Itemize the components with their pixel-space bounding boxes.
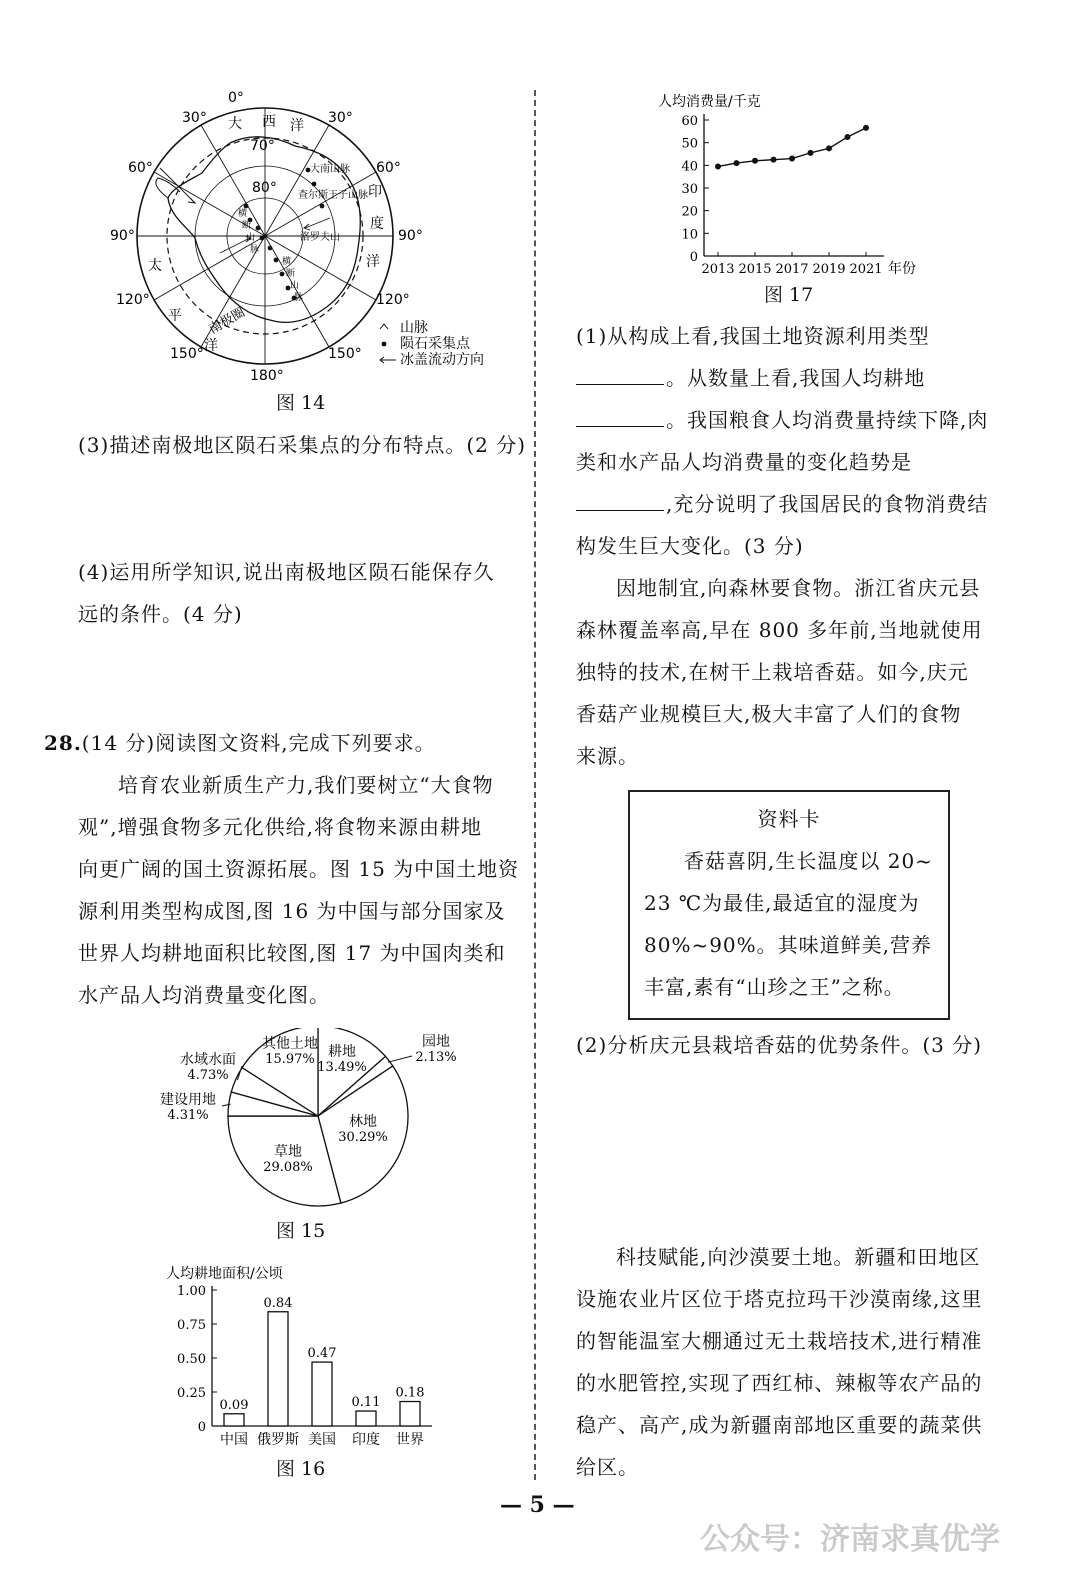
q28-paragraph (78, 764, 528, 1016)
antarctic-circle-label: 南极圈 (206, 304, 248, 338)
mountain-label: 山 (246, 233, 256, 243)
pie-label-园地: 园地 (422, 1034, 450, 1050)
bar-category-俄罗斯: 俄罗斯 (257, 1432, 299, 1448)
pie-value-水域水面: 4.73% (187, 1068, 229, 1083)
ocean-label: 大 (228, 116, 242, 132)
q1-line: 。我国粮食人均消费量持续下降,肉 (666, 408, 989, 432)
q1-line: ,充分说明了我国居民的食物消费结 (666, 492, 989, 516)
paragraph-forest (576, 567, 1016, 777)
ocean-label: 洋 (204, 338, 218, 354)
line-point-2014 (734, 160, 740, 166)
watermark: 公众号：济南求真优学 (700, 1522, 1000, 1557)
line-ytick-label: 30 (681, 182, 698, 197)
lon-label-30e: 30° (328, 110, 353, 126)
antarctica-map (100, 88, 520, 388)
line-point-2015 (752, 158, 758, 164)
para3-line: 稳产、高产,成为新疆南部地区重要的蔬菜供 (576, 1413, 983, 1437)
bar-美国 (312, 1362, 332, 1426)
place-label: 洛罗夫山 (300, 232, 340, 243)
card-title: 资料卡 (757, 807, 821, 831)
bar-中国 (224, 1414, 244, 1426)
pie-label-建设用地: 建设用地 (160, 1092, 216, 1108)
line-xtick-label: 2019 (812, 262, 846, 277)
ocean-label: 洋 (366, 254, 380, 270)
bar-ylabel: 人均耕地面积/公顷 (166, 1266, 283, 1282)
mountain-label: 山 (290, 281, 300, 291)
ocean-label: 西 (262, 114, 276, 130)
line-ytick-label: 0 (689, 250, 698, 265)
line-point-2016 (771, 157, 777, 163)
fig15-caption: 图 15 (276, 1220, 326, 1242)
mountain-label: 断 (286, 269, 296, 279)
column-divider (534, 90, 536, 1480)
line-point-2019 (826, 145, 832, 151)
pie-label-水域水面: 水域水面 (180, 1052, 236, 1068)
ocean-label: 太 (148, 258, 162, 274)
pie-label-林地: 林地 (349, 1114, 377, 1130)
line-ytick-label: 60 (681, 114, 698, 129)
para3-line: 设施农业片区位于塔克拉玛干沙漠南缘,这里 (576, 1287, 983, 1311)
lon-label-180: 180° (250, 368, 284, 384)
line-xtick-label: 2017 (775, 262, 809, 277)
para3-line: 的智能温室大棚通过无土栽培技术,进行精准 (576, 1329, 983, 1353)
line-chart (650, 86, 950, 278)
line-ytick-label: 10 (681, 227, 698, 243)
q28-para-line: 世界人均耕地面积比较图,图 17 为中国肉类和 (78, 941, 506, 965)
para2-line: 香菇产业规模巨大,极大丰富了人们的食物 (576, 702, 962, 726)
q28-para-line: 培育农业新质生产力,我们要树立“大食物 (118, 773, 494, 797)
pie-leader-line (388, 1056, 412, 1062)
figure-15-pie (150, 1028, 530, 1213)
para3-line: 的水肥管控,实现了西红柿、辣椒等农产品的 (576, 1371, 983, 1395)
bar-ytick-label: 0.50 (177, 1352, 206, 1367)
q1-line: (1)从构成上看,我国土地资源利用类型 (576, 324, 930, 348)
pie-label-草地: 草地 (274, 1144, 302, 1160)
info-card (628, 790, 950, 1020)
lon-label-150w: 150° (170, 346, 204, 362)
q28-number: 28. (44, 731, 82, 755)
ocean-label: 度 (370, 216, 384, 232)
ocean-label: 平 (168, 308, 182, 324)
bar-chart (160, 1262, 450, 1452)
bar-category-美国: 美国 (308, 1432, 336, 1448)
q27-part4-line1: (4)运用所学知识,说出南极地区陨石能保存久 (78, 560, 495, 584)
place-label: 查尔斯王子山脉 (298, 190, 368, 201)
card-line: 23 ℃为最佳,最适宜的湿度为 (644, 891, 920, 915)
q1-line: 。从数量上看,我国人均耕地 (666, 366, 926, 390)
line-ytick-label: 20 (681, 204, 698, 220)
bar-俄罗斯 (268, 1312, 288, 1426)
para2-line: 森林覆盖率高,早在 800 多年前,当地就使用 (576, 618, 983, 642)
pie-value-建设用地: 4.31% (167, 1108, 209, 1123)
lon-label-120e: 120° (376, 292, 410, 308)
q27-part3: (3)描述南极地区陨石采集点的分布特点。(2 分) (78, 433, 527, 457)
figure-14-map (100, 88, 520, 388)
pie-label-其他土地: 其他土地 (262, 1036, 318, 1052)
bar-ytick-label: 0.25 (177, 1386, 206, 1401)
pie-value-耕地: 13.49% (317, 1060, 367, 1075)
lon-label-0: 0° (228, 90, 244, 106)
lon-label-120w: 120° (116, 292, 150, 308)
line-xtick-label: 2013 (701, 262, 735, 277)
line-point-2013 (715, 163, 721, 169)
line-point-2017 (789, 156, 795, 162)
line-ylabel: 人均消费量/千克 (658, 94, 761, 110)
para3-line: 科技赋能,向沙漠要土地。新疆和田地区 (616, 1245, 981, 1269)
mountain-label: 横 (238, 209, 248, 219)
q28-heading (44, 722, 524, 764)
line-xlabel: 年份 (888, 261, 916, 277)
bar-value-印度: 0.11 (351, 1395, 381, 1411)
line-point-2020 (845, 134, 851, 140)
q28-para-line: 源利用类型构成图,图 16 为中国与部分国家及 (78, 899, 506, 923)
para2-line: 来源。 (576, 744, 639, 768)
q28-para-line: 观”,增强食物多元化供给,将食物来源由耕地 (78, 815, 482, 839)
bar-value-俄罗斯: 0.84 (263, 1295, 293, 1311)
para3-line: 给区。 (576, 1455, 639, 1479)
fig17-caption: 图 17 (764, 284, 814, 306)
q28-para-line: 向更广阔的国土资源拓展。图 15 为中国土地资 (78, 857, 520, 881)
bar-value-世界: 0.18 (395, 1385, 425, 1401)
card-line: 香菇喜阴,生长温度以 20~ (684, 849, 933, 873)
q28-part2: (2)分析庆元县栽培香菇的优势条件。(3 分) (576, 1033, 983, 1057)
paragraph-desert (576, 1236, 1016, 1488)
lat-label-70: 70° (250, 138, 275, 154)
bar-category-中国: 中国 (220, 1432, 248, 1448)
pie-label-耕地: 耕地 (328, 1044, 356, 1060)
line-xtick-label: 2015 (738, 262, 772, 277)
card-line: 80%~90%。其味道鲜美,营养 (644, 933, 933, 957)
figure-17-line (650, 86, 950, 278)
bar-ytick-label: 0.75 (177, 1318, 206, 1333)
ocean-label: 洋 (290, 118, 304, 134)
lon-label-150e: 150° (328, 346, 362, 362)
fig16-caption: 图 16 (276, 1458, 326, 1480)
answer-blank-3[interactable] (576, 492, 664, 511)
bar-印度 (356, 1411, 376, 1426)
bar-value-中国: 0.09 (219, 1397, 249, 1413)
pie-value-草地: 29.08% (263, 1160, 313, 1175)
lon-label-30w: 30° (182, 110, 207, 126)
pie-value-园地: 2.13% (415, 1050, 457, 1065)
bar-ytick-label: 1.00 (177, 1284, 206, 1299)
ocean-label: 印 (368, 184, 382, 200)
bar-category-世界: 世界 (396, 1432, 424, 1448)
line-xtick-label: 2021 (849, 262, 883, 277)
bar-value-美国: 0.47 (307, 1346, 337, 1362)
lon-label-60w: 60° (128, 160, 153, 176)
para2-line: 因地制宜,向森林要食物。浙江省庆元县 (616, 576, 981, 600)
card-line: 丰富,素有“山珍之王”之称。 (644, 975, 905, 999)
bar-category-印度: 印度 (352, 1432, 380, 1448)
pie-chart (150, 1028, 530, 1213)
q27-part4-line2: 远的条件。(4 分) (78, 602, 243, 626)
lon-label-60e: 60° (376, 160, 401, 176)
q1-line: 构发生巨大变化。(3 分) (576, 534, 804, 558)
page-number: — 5 — (500, 1492, 575, 1518)
line-ytick-label: 40 (681, 159, 698, 175)
q28-intro: (14 分)阅读图文资料,完成下列要求。 (81, 731, 436, 755)
mountain-label: 脉 (250, 245, 260, 255)
line-point-2018 (808, 150, 814, 156)
legend-ice-flow: 冰盖流动方向 (400, 352, 484, 368)
place-label: 大南山脉 (310, 164, 350, 175)
lon-label-90e: 90° (398, 228, 423, 244)
lat-label-80: 80° (252, 180, 277, 196)
answer-blank-2[interactable] (576, 408, 664, 427)
line-point-2021 (863, 125, 869, 131)
mountain-label: 断 (242, 221, 252, 231)
figure-16-bar (160, 1262, 450, 1452)
q28-part1 (576, 315, 1016, 567)
mountain-label: 横 (282, 257, 292, 267)
para2-line: 独特的技术,在树干上栽培香菇。如今,庆元 (576, 660, 969, 684)
q1-line: 类和水产品人均消费量的变化趋势是 (576, 450, 912, 474)
legend-meteorite: 陨石采集点 (400, 336, 470, 352)
pie-value-林地: 30.29% (338, 1130, 388, 1145)
mountain-label: 脉 (294, 293, 304, 303)
lon-label-90w: 90° (110, 228, 135, 244)
bar-世界 (400, 1402, 420, 1426)
bar-ytick-label: 0 (197, 1420, 206, 1435)
legend-mountain: 山脉 (400, 320, 428, 336)
pie-value-其他土地: 15.97% (265, 1052, 315, 1067)
q28-para-line: 水产品人均消费量变化图。 (78, 983, 330, 1007)
line-ytick-label: 50 (681, 136, 698, 152)
answer-blank-1[interactable] (576, 366, 664, 385)
fig14-caption: 图 14 (276, 392, 326, 414)
